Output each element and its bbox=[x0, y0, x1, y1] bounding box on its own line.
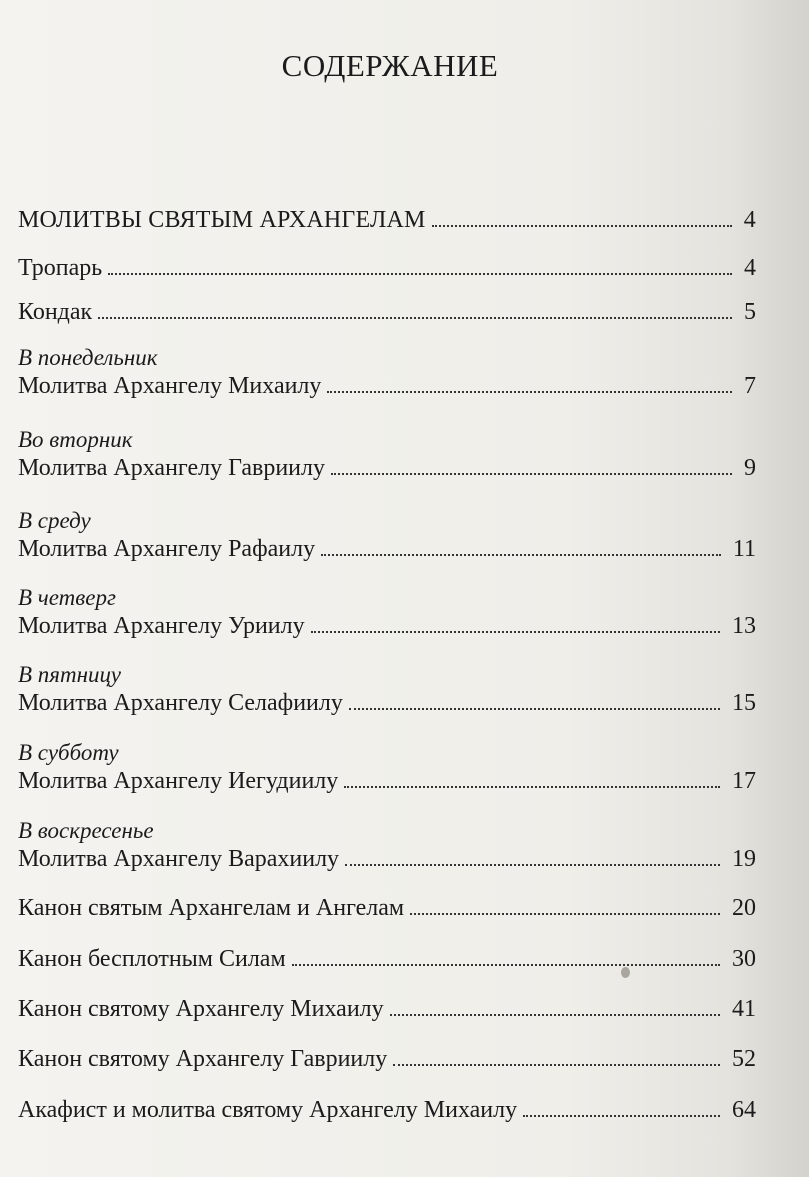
toc-day-label: Во вторник bbox=[18, 427, 133, 452]
toc-entry[interactable] bbox=[18, 508, 756, 564]
toc-entry[interactable] bbox=[18, 253, 756, 283]
toc-entry[interactable] bbox=[18, 944, 756, 974]
toc-entry-label: Молитва Архангелу Иегудиилу bbox=[18, 768, 339, 794]
toc-entry[interactable] bbox=[18, 893, 756, 923]
toc-entry-label: Молитва Архангелу Варахиилу bbox=[18, 846, 340, 872]
dot-leader bbox=[523, 1115, 720, 1117]
toc-entry-label: Молитва Архангелу Селафиилу bbox=[18, 690, 343, 716]
toc-entry-label: Молитва Архангелу Михаилу bbox=[18, 373, 322, 399]
toc-entry-label: Канон святому Архангелу Михаилу bbox=[18, 996, 384, 1022]
dot-leader bbox=[311, 631, 720, 633]
dot-leader bbox=[331, 473, 732, 475]
toc-entry-page: 7 bbox=[744, 373, 756, 399]
toc-entry[interactable] bbox=[18, 740, 756, 796]
toc-entry[interactable] bbox=[18, 345, 756, 401]
toc-entry-page: 15 bbox=[732, 690, 756, 716]
toc-entry[interactable] bbox=[18, 297, 756, 327]
toc-entry[interactable] bbox=[18, 427, 756, 483]
toc-entry-page: 20 bbox=[732, 895, 756, 921]
toc-entry-label: Молитва Архангелу Рафаилу bbox=[18, 536, 316, 562]
toc-entry-page: 64 bbox=[732, 1097, 756, 1123]
dot-leader bbox=[345, 864, 720, 866]
toc-entry-page: 52 bbox=[732, 1046, 756, 1072]
dot-leader bbox=[344, 786, 720, 788]
dot-leader bbox=[321, 554, 721, 556]
toc-entry[interactable] bbox=[18, 818, 756, 874]
dot-leader bbox=[410, 913, 720, 915]
toc-entry[interactable] bbox=[18, 1095, 756, 1125]
toc-entry-label: Молитва Архангелу Уриилу bbox=[18, 613, 305, 639]
toc-entry-page: 5 bbox=[744, 299, 756, 325]
toc-entry-label: МОЛИТВЫ СВЯТЫМ АРХАНГЕЛАМ bbox=[18, 207, 426, 233]
toc-entry-section-heading[interactable] bbox=[18, 205, 756, 235]
toc-entry-page: 4 bbox=[744, 255, 756, 281]
toc-entry-page: 4 bbox=[743, 207, 756, 233]
toc-entry-page: 11 bbox=[732, 536, 756, 562]
toc-entry-page: 9 bbox=[744, 455, 756, 481]
dot-leader bbox=[390, 1014, 720, 1016]
toc-entry[interactable] bbox=[18, 585, 756, 641]
toc-entry-label: Кондак bbox=[18, 299, 93, 325]
dot-leader bbox=[327, 391, 732, 393]
dot-leader bbox=[108, 273, 732, 275]
toc-entry-label: Канон бесплотным Силам bbox=[18, 946, 286, 972]
dot-leader bbox=[349, 708, 720, 710]
toc-entry-page: 19 bbox=[732, 846, 756, 872]
toc-day-label: В воскресенье bbox=[18, 818, 154, 843]
toc-day-label: В пятницу bbox=[18, 662, 121, 687]
toc-day-label: В среду bbox=[18, 508, 91, 533]
dot-leader bbox=[98, 317, 732, 319]
toc-entry-label: Акафист и молитва святому Архангелу Михаилу bbox=[18, 1097, 518, 1123]
toc-entry-label: Молитва Архангелу Гавриилу bbox=[18, 455, 325, 481]
toc-entry-page: 13 bbox=[732, 613, 756, 639]
dot-leader bbox=[292, 964, 720, 966]
toc-day-label: В понедельник bbox=[18, 345, 158, 370]
toc-entry-label: Канон святым Архангелам и Ангелам bbox=[18, 895, 405, 921]
toc-entry[interactable] bbox=[18, 662, 756, 718]
dot-leader bbox=[393, 1064, 720, 1066]
toc-entry-page: 30 bbox=[732, 946, 756, 972]
toc-entry-label: Тропарь bbox=[18, 255, 103, 281]
toc-entry[interactable] bbox=[18, 1044, 756, 1074]
toc-entry[interactable] bbox=[18, 994, 756, 1024]
toc-entry-page: 41 bbox=[732, 996, 756, 1022]
dot-leader bbox=[432, 225, 732, 227]
page-title: СОДЕРЖАНИЕ bbox=[281, 48, 499, 83]
toc-day-label: В четверг bbox=[18, 585, 116, 610]
toc-day-label: В субботу bbox=[18, 740, 119, 765]
toc-entry-label: Канон святому Архангелу Гавриилу bbox=[18, 1046, 388, 1072]
toc-entry-page: 17 bbox=[732, 768, 756, 794]
paper-spot bbox=[621, 967, 630, 978]
